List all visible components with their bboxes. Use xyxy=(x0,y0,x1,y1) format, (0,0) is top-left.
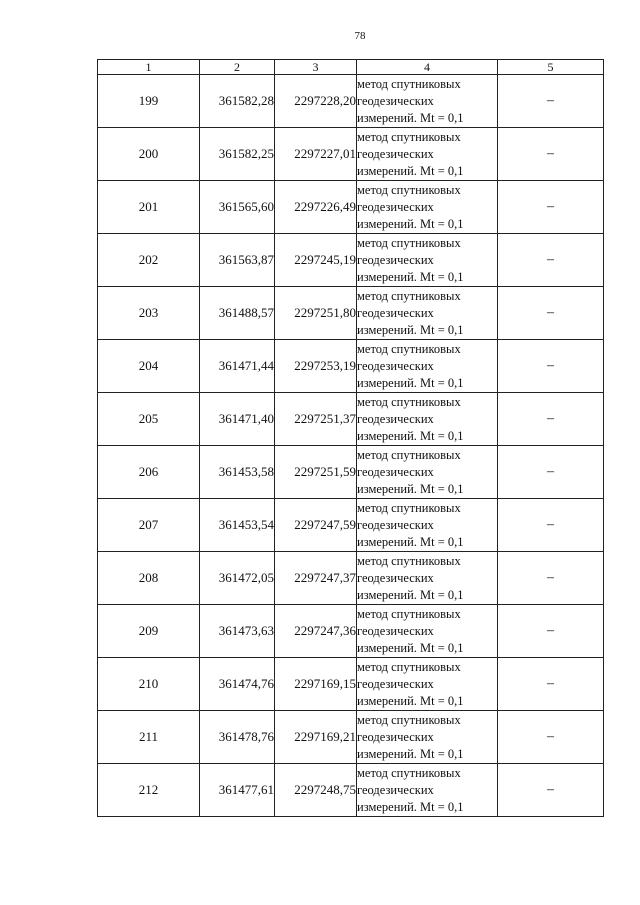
method-line: метод спутниковых xyxy=(357,288,461,303)
method-line: измерений. Mt = 0,1 xyxy=(357,163,464,178)
method-line: метод спутниковых xyxy=(357,500,461,515)
point-number: 203 xyxy=(98,287,200,340)
method-line: геодезических xyxy=(357,358,434,373)
method-description xyxy=(357,499,498,552)
coordinate-x: 361563,87 xyxy=(200,234,275,287)
method-line: метод спутниковых xyxy=(357,765,461,780)
point-number: 199 xyxy=(98,75,200,128)
note-dash: – xyxy=(498,393,604,446)
method-description xyxy=(357,234,498,287)
method-line: метод спутниковых xyxy=(357,606,461,621)
coordinate-y: 2297247,37 xyxy=(275,552,357,605)
point-number: 207 xyxy=(98,499,200,552)
coordinate-x: 361471,44 xyxy=(200,340,275,393)
note-dash: – xyxy=(498,234,604,287)
note-dash: – xyxy=(498,658,604,711)
note-dash: – xyxy=(498,446,604,499)
coordinate-y: 2297227,01 xyxy=(275,128,357,181)
note-dash: – xyxy=(498,75,604,128)
table-row xyxy=(98,764,604,817)
method-line: геодезических xyxy=(357,517,434,532)
coordinate-y: 2297169,21 xyxy=(275,711,357,764)
method-line: геодезических xyxy=(357,464,434,479)
header-col-4: 4 xyxy=(357,60,498,75)
coordinate-x: 361565,60 xyxy=(200,181,275,234)
coordinate-y: 2297253,19 xyxy=(275,340,357,393)
coordinate-y: 2297247,36 xyxy=(275,605,357,658)
table-row xyxy=(98,128,604,181)
note-dash: – xyxy=(498,711,604,764)
coordinate-x: 361453,54 xyxy=(200,499,275,552)
coordinate-y: 2297245,19 xyxy=(275,234,357,287)
method-description xyxy=(357,764,498,817)
method-line: метод спутниковых xyxy=(357,553,461,568)
coordinate-y: 2297228,20 xyxy=(275,75,357,128)
method-line: измерений. Mt = 0,1 xyxy=(357,269,464,284)
method-line: метод спутниковых xyxy=(357,76,461,91)
point-number: 204 xyxy=(98,340,200,393)
method-line: метод спутниковых xyxy=(357,712,461,727)
table-row xyxy=(98,234,604,287)
table-row xyxy=(98,340,604,393)
point-number: 211 xyxy=(98,711,200,764)
coordinate-y: 2297169,15 xyxy=(275,658,357,711)
table-body xyxy=(98,75,604,817)
note-dash: – xyxy=(498,499,604,552)
header-col-3: 3 xyxy=(275,60,357,75)
coordinate-x: 361488,57 xyxy=(200,287,275,340)
table-row xyxy=(98,181,604,234)
method-line: геодезических xyxy=(357,199,434,214)
coordinate-y: 2297248,75 xyxy=(275,764,357,817)
method-description xyxy=(357,446,498,499)
coordinate-x: 361582,28 xyxy=(200,75,275,128)
method-description xyxy=(357,711,498,764)
method-line: измерений. Mt = 0,1 xyxy=(357,375,464,390)
method-line: измерений. Mt = 0,1 xyxy=(357,693,464,708)
method-line: измерений. Mt = 0,1 xyxy=(357,481,464,496)
coordinate-x: 361478,76 xyxy=(200,711,275,764)
point-number: 209 xyxy=(98,605,200,658)
method-line: геодезических xyxy=(357,252,434,267)
point-number: 201 xyxy=(98,181,200,234)
coordinate-x: 361473,63 xyxy=(200,605,275,658)
point-number: 208 xyxy=(98,552,200,605)
note-dash: – xyxy=(498,128,604,181)
method-line: измерений. Mt = 0,1 xyxy=(357,799,464,814)
table-row xyxy=(98,393,604,446)
point-number: 206 xyxy=(98,446,200,499)
header-col-2: 2 xyxy=(200,60,275,75)
note-dash: – xyxy=(498,764,604,817)
header-row xyxy=(98,60,604,75)
note-dash: – xyxy=(498,181,604,234)
coordinate-y: 2297251,59 xyxy=(275,446,357,499)
method-line: измерений. Mt = 0,1 xyxy=(357,322,464,337)
method-description xyxy=(357,181,498,234)
coordinate-x: 361471,40 xyxy=(200,393,275,446)
method-line: геодезических xyxy=(357,570,434,585)
coordinate-x: 361474,76 xyxy=(200,658,275,711)
table-row xyxy=(98,711,604,764)
table-header xyxy=(98,60,604,75)
table-row xyxy=(98,287,604,340)
method-line: геодезических xyxy=(357,146,434,161)
method-line: метод спутниковых xyxy=(357,235,461,250)
coordinate-y: 2297226,49 xyxy=(275,181,357,234)
method-line: геодезических xyxy=(357,93,434,108)
coordinate-x: 361472,05 xyxy=(200,552,275,605)
coordinate-y: 2297247,59 xyxy=(275,499,357,552)
method-description xyxy=(357,552,498,605)
method-line: геодезических xyxy=(357,782,434,797)
note-dash: – xyxy=(498,340,604,393)
coordinate-x: 361453,58 xyxy=(200,446,275,499)
method-line: геодезических xyxy=(357,623,434,638)
header-col-1: 1 xyxy=(98,60,200,75)
method-line: метод спутниковых xyxy=(357,341,461,356)
method-description xyxy=(357,75,498,128)
method-line: геодезических xyxy=(357,305,434,320)
note-dash: – xyxy=(498,287,604,340)
point-number: 202 xyxy=(98,234,200,287)
point-number: 200 xyxy=(98,128,200,181)
method-line: геодезических xyxy=(357,729,434,744)
note-dash: – xyxy=(498,605,604,658)
table-row xyxy=(98,658,604,711)
method-description xyxy=(357,658,498,711)
method-description xyxy=(357,605,498,658)
table-row xyxy=(98,499,604,552)
method-line: измерений. Mt = 0,1 xyxy=(357,587,464,602)
method-line: измерений. Mt = 0,1 xyxy=(357,216,464,231)
method-line: геодезических xyxy=(357,411,434,426)
table-row xyxy=(98,605,604,658)
method-line: метод спутниковых xyxy=(357,447,461,462)
table-row xyxy=(98,446,604,499)
method-line: измерений. Mt = 0,1 xyxy=(357,746,464,761)
header-col-5: 5 xyxy=(498,60,604,75)
method-line: метод спутниковых xyxy=(357,129,461,144)
coordinate-x: 361582,25 xyxy=(200,128,275,181)
method-description xyxy=(357,393,498,446)
page-number: 78 xyxy=(354,30,366,42)
method-line: измерений. Mt = 0,1 xyxy=(357,110,464,125)
table-row xyxy=(98,552,604,605)
coordinate-y: 2297251,37 xyxy=(275,393,357,446)
table-row xyxy=(98,75,604,128)
coordinate-x: 361477,61 xyxy=(200,764,275,817)
method-line: метод спутниковых xyxy=(357,182,461,197)
method-description xyxy=(357,287,498,340)
point-number: 205 xyxy=(98,393,200,446)
method-line: геодезических xyxy=(357,676,434,691)
method-line: метод спутниковых xyxy=(357,394,461,409)
point-number: 210 xyxy=(98,658,200,711)
method-line: измерений. Mt = 0,1 xyxy=(357,428,464,443)
method-line: измерений. Mt = 0,1 xyxy=(357,534,464,549)
coordinates-table xyxy=(97,59,604,817)
method-description xyxy=(357,340,498,393)
method-line: метод спутниковых xyxy=(357,659,461,674)
method-description xyxy=(357,128,498,181)
point-number: 212 xyxy=(98,764,200,817)
method-line: измерений. Mt = 0,1 xyxy=(357,640,464,655)
coordinate-y: 2297251,80 xyxy=(275,287,357,340)
note-dash: – xyxy=(498,552,604,605)
